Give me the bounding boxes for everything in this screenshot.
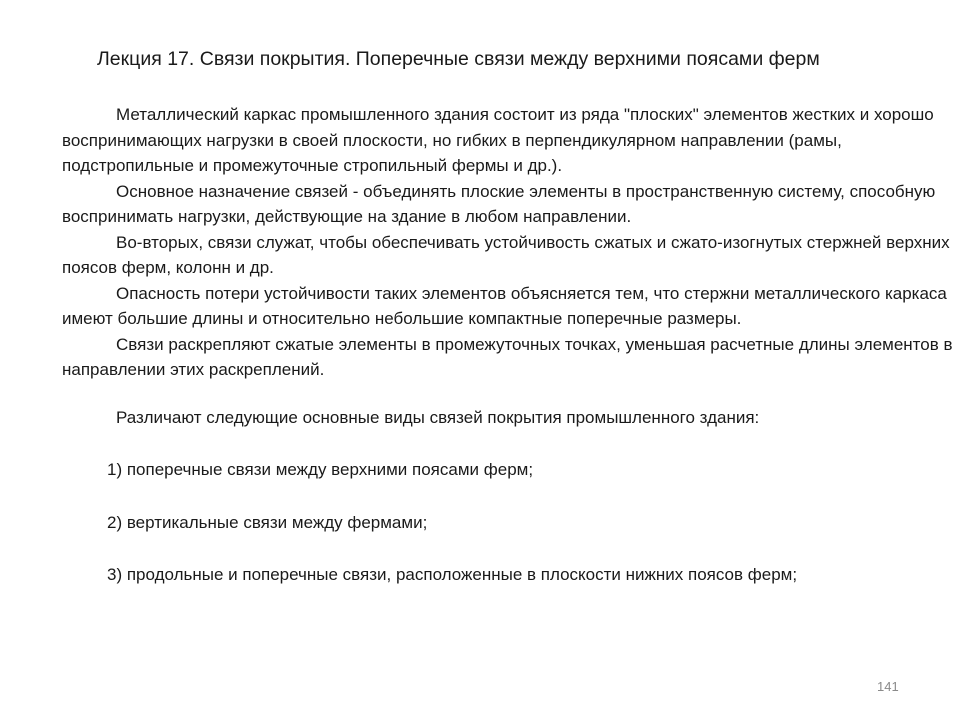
paragraph-2: Основное назначение связей - объединять плоские элементы в пространственную систему, способную воспринимать нагрузки, действующие на здание в любом направлении. xyxy=(62,181,936,226)
paragraph-1: Металлический каркас промышленного здания состоит из ряда "плоских" элементов жестких и хорошо воспринимающих нагрузки в своей плоскости, но гибких в перпендикулярном направлении (рамы, подстропильные и промежуточные стропильный фермы и др.). xyxy=(62,105,934,175)
list-intro: Различают следующие основные виды связей покрытия промышленного здания: xyxy=(116,407,760,427)
list-item-3: 3) продольные и поперечные связи, расположенные в плоскости нижних поясов ферм; xyxy=(107,565,798,584)
slide-body xyxy=(62,102,954,588)
list-item-1: 1) поперечные связи между верхними поясами ферм; xyxy=(107,460,534,479)
slide-title: Лекция 17. Связи покрытия. Поперечные связи между верхними поясами ферм xyxy=(97,48,820,70)
paragraph-4: Опасность потери устойчивости таких элементов объясняется тем, что стержни металлического каркаса имеют большие длины и относительно небольшие компактные поперечные размеры. xyxy=(62,283,947,328)
list-item-2: 2) вертикальные связи между фермами; xyxy=(107,512,428,532)
paragraph-5: Связи раскрепляют сжатые элементы в промежуточных точках, уменьшая расчетные длины элементов в направлении этих раскреплений. xyxy=(62,334,953,379)
page-number: 141 xyxy=(877,679,899,694)
paragraph-3: Во-вторых, связи служат, чтобы обеспечивать устойчивость сжатых и сжато-изогнутых стержней верхних поясов ферм, колонн и др. xyxy=(62,232,950,277)
